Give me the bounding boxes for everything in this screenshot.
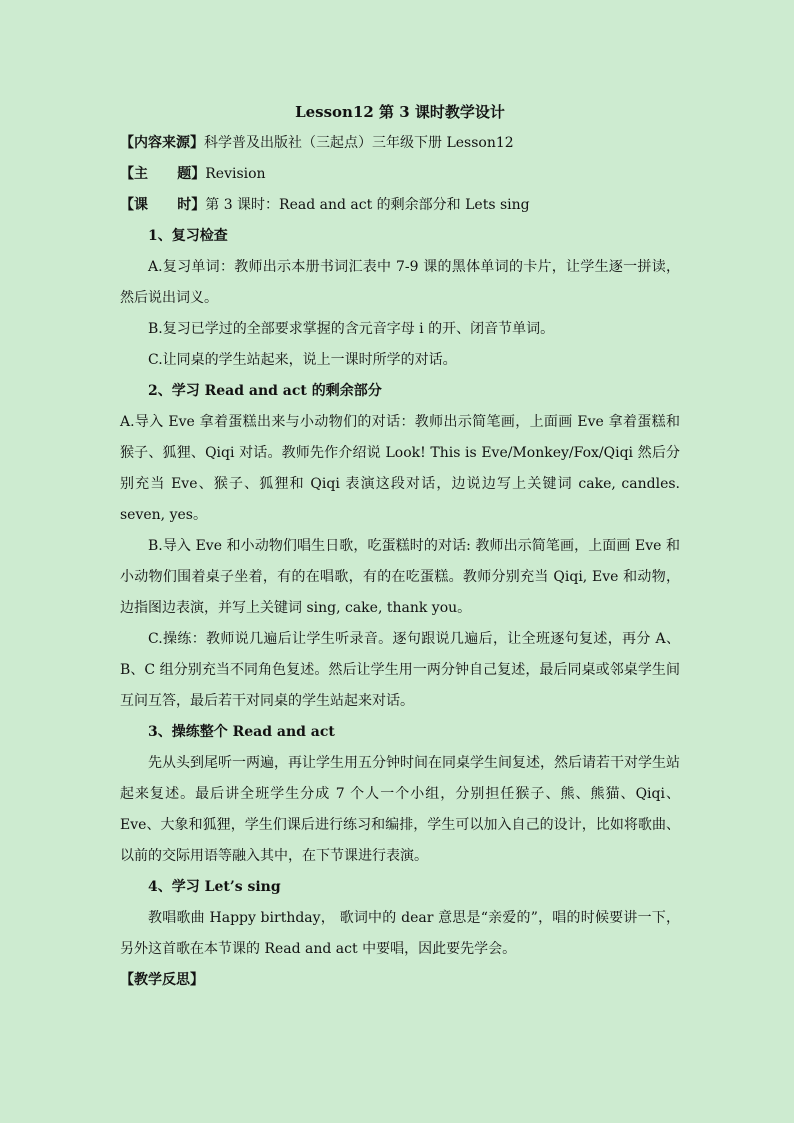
paragraph: A.导入 Eve 拿着蛋糕出来与小动物们的对话：教师出示简笔画，上面画 Eve 拿着蛋糕和猴子、狐狸、Qiqi 对话。教师先作介绍说 Look! This is Eve/Monkey/Fox/Qiqi 然后分别充当 Eve、猴子、狐狸和 Qiqi 表演这段对话，边说边写上关键词 cake, candles. seven, yes。 <box>120 414 680 523</box>
meta-source <box>120 128 680 159</box>
page-title: Lesson12 第 3 课时教学设计 <box>295 103 505 121</box>
section-heading: 4、学习 Let’s sing <box>148 879 281 895</box>
paragraph: B.导入 Eve 和小动物们唱生日歌，吃蛋糕时的对话: 教师出示简笔画，上面画 Eve 和小动物们围着桌子坐着，有的在唱歌，有的在吃蛋糕。教师分别充当 Qiqi, Eve 和动物，边指图边表演，并写上关键词 sing, cake, thank you。 <box>120 538 680 616</box>
paragraph: A.复习单词：教师出示本册书词汇表中 7-9 课的黑体单词的卡片，让学生逐一拼读，然后说出词义。 <box>120 259 680 306</box>
section-heading: 1、复习检查 <box>148 228 228 244</box>
paragraph: 先从头到尾听一两遍，再让学生用五分钟时间在同桌学生间复述，然后请若干对学生站起来复述。最后讲全班学生分成 7 个人一个小组，分别担任猴子、熊、熊猫、Qiqi、Eve、大象和狐狸，学生们课后进行练习和编排，学生可以加入自己的设计，比如将歌曲、以前的交际用语等融入其中，在下节课进行表演。 <box>120 755 680 864</box>
meta-topic-key: 【主 题】 <box>120 166 206 182</box>
section-heading: 3、操练整个 Read and act <box>148 724 335 740</box>
meta-period-key: 【课 时】 <box>120 197 206 213</box>
meta-source-value: 科学普及出版社（三起点）三年级下册 Lesson12 <box>204 135 514 151</box>
meta-period-value: 第 3 课时：Read and act 的剩余部分和 Lets sing <box>205 197 530 213</box>
meta-topic <box>120 159 680 190</box>
section-heading: 2、学习 Read and act 的剩余部分 <box>148 383 382 399</box>
teaching-reflection-heading: 【教学反思】 <box>120 972 204 988</box>
paragraph: 教唱歌曲 Happy birthday， 歌词中的 dear 意思是“亲爱的”，唱的时候要讲一下，另外这首歌在本节课的 Read and act 中要唱，因此要先学会。 <box>120 910 680 957</box>
document-page <box>120 98 680 996</box>
meta-source-key: 【内容来源】 <box>120 135 204 151</box>
paragraph: C.让同桌的学生站起来，说上一课时所学的对话。 <box>148 352 457 368</box>
meta-period <box>120 190 680 221</box>
paragraph: C.操练：教师说几遍后让学生听录音。逐句跟说几遍后，让全班逐句复述，再分 A、B、C 组分别充当不同角色复述。然后让学生用一两分钟自己复述，最后同桌或邻桌学生间互问互答，最后若干对同桌的学生站起来对话。 <box>120 631 680 709</box>
meta-topic-value: Revision <box>205 166 266 182</box>
paragraph: B.复习已学过的全部要求掌握的含元音字母 i 的开、闭音节单词。 <box>148 321 555 337</box>
